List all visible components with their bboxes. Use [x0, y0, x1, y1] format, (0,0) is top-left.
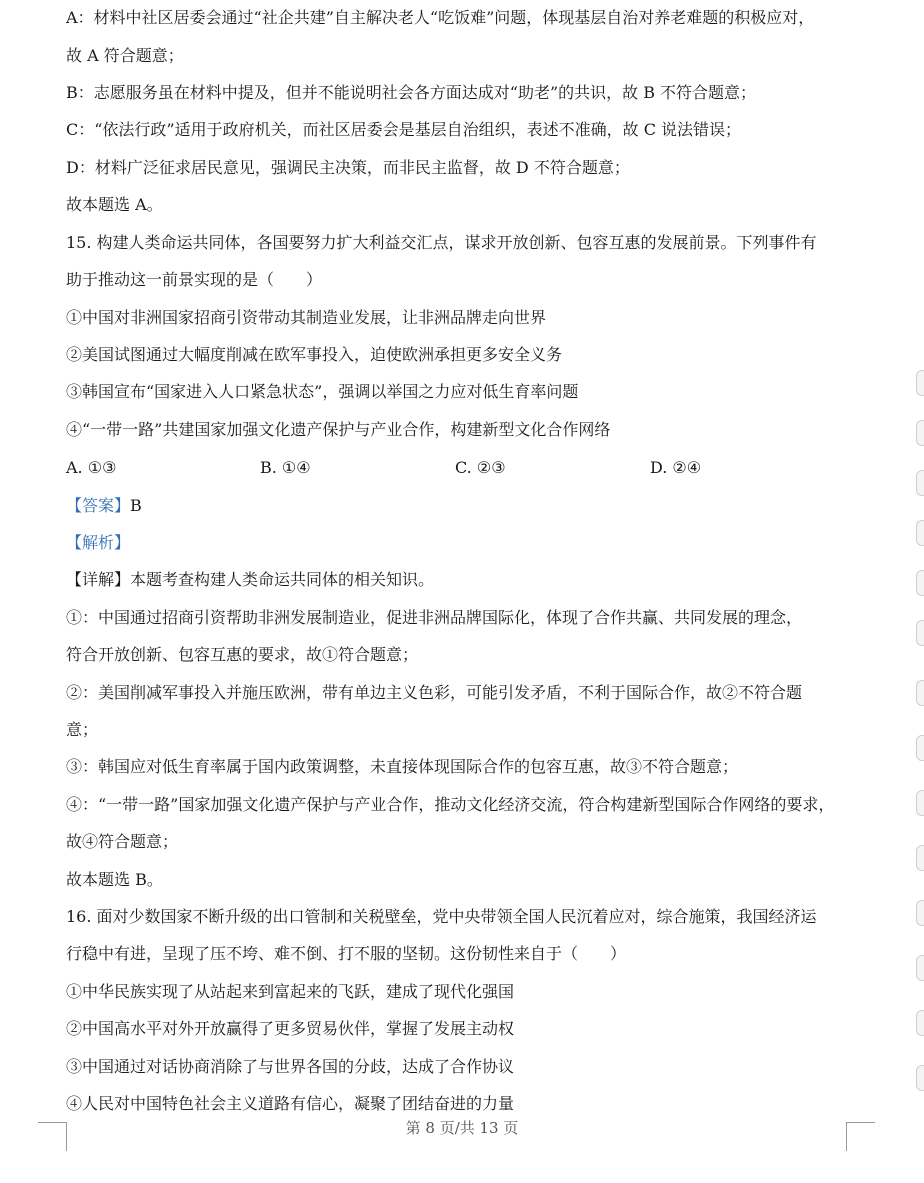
detail-line	[66, 569, 434, 591]
detail-tag: 【详解】	[66, 570, 131, 589]
option-c: C. ②③	[455, 458, 506, 477]
answer-value: B	[130, 496, 142, 515]
text-line: 故④符合题意；	[66, 832, 179, 851]
side-tab[interactable]	[916, 955, 924, 981]
statement-line: ①中国对非洲国家招商引资带动其制造业发展，让非洲品牌走向世界	[66, 308, 547, 327]
text-line: ②：美国削减军事投入并施压欧洲，带有单边主义色彩，可能引发矛盾，不利于国际合作，故②不符合题	[66, 683, 803, 702]
text-line: ①：中国通过招商引资帮助非洲发展制造业，促进非洲品牌国际化，体现了合作共赢、共同发展的理念，	[66, 608, 803, 627]
text-line: 符合开放创新、包容互惠的要求，故①符合题意；	[66, 645, 419, 664]
side-tab[interactable]	[916, 680, 924, 706]
option-b: B. ①④	[260, 458, 311, 477]
analysis-line	[66, 532, 130, 554]
statement-line: ④人民对中国特色社会主义道路有信心，凝聚了团结奋进的力量	[66, 1094, 515, 1113]
answer-line	[66, 495, 142, 517]
side-tab[interactable]	[916, 900, 924, 926]
text-line: 故本题选 A。	[66, 195, 163, 214]
side-tab[interactable]	[916, 1065, 924, 1091]
statement-line: ②美国试图通过大幅度削减在欧军事投入，迫使欧洲承担更多安全义务	[66, 345, 563, 364]
text-line: B：志愿服务虽在材料中提及，但并不能说明社会各方面达成对“助老”的共识，故 B 不符合题意；	[66, 83, 757, 102]
text-line: ④：“一带一路”国家加强文化遗产保护与产业合作，推动文化经济交流，符合构建新型国际合作网络的要求，	[66, 795, 835, 814]
side-tab[interactable]	[916, 735, 924, 761]
statement-line: ①中华民族实现了从站起来到富起来的飞跃，建成了现代化强国	[66, 982, 515, 1001]
question-15-line: 15. 构建人类命运共同体，各国要努力扩大利益交汇点，谋求开放创新、包容互惠的发展前景。下列事件有	[66, 233, 817, 252]
question-16-line: 16. 面对少数国家不断升级的出口管制和关税壁垒，党中央带领全国人民沉着应对，综合施策，我国经济运	[66, 907, 817, 926]
question-15-line: 助于推动这一前景实现的是（ ）	[66, 270, 323, 289]
side-tab[interactable]	[916, 790, 924, 816]
text-line: ③：韩国应对低生育率属于国内政策调整，未直接体现国际合作的包容互惠，故③不符合题意；	[66, 757, 739, 776]
text-line: 意；	[66, 720, 99, 739]
detail-text: 本题考查构建人类命运共同体的相关知识。	[130, 570, 435, 589]
side-tab[interactable]	[916, 570, 924, 596]
statement-line: ④“一带一路”共建国家加强文化遗产保护与产业合作，构建新型文化合作网络	[66, 420, 611, 439]
statement-line: ②中国高水平对外开放赢得了更多贸易伙伴，掌握了发展主动权	[66, 1019, 515, 1038]
page-footer: 第 8 页/共 13 页	[405, 1119, 519, 1137]
side-tab[interactable]	[916, 1010, 924, 1036]
question-16-line: 行稳中有进，呈现了压不垮、难不倒、打不服的坚韧。这份韧性来自于（ ）	[66, 944, 627, 963]
text-line: 故本题选 B。	[66, 870, 163, 889]
side-tab[interactable]	[916, 520, 924, 546]
statement-line: ③中国通过对话协商消除了与世界各国的分歧，达成了合作协议	[66, 1057, 515, 1076]
side-tab[interactable]	[916, 370, 924, 396]
text-line: A：材料中社区居委会通过“社企共建”自主解决老人“吃饭难”问题，体现基层自治对养老难题的积极应对，	[66, 8, 815, 27]
text-line: D：材料广泛征求居民意见，强调民主决策，而非民主监督，故 D 不符合题意；	[66, 158, 630, 177]
side-tab[interactable]	[916, 845, 924, 871]
side-tab-strip	[916, 0, 924, 1183]
side-tab[interactable]	[916, 420, 924, 446]
option-a: A. ①③	[66, 458, 117, 477]
answer-tag: 【答案】	[66, 496, 131, 515]
text-line: 故 A 符合题意；	[66, 46, 184, 65]
analysis-tag: 【解析】	[66, 533, 131, 552]
text-line: C：“依法行政”适用于政府机关，而社区居委会是基层自治组织，表述不准确，故 C 说法错误；	[66, 120, 742, 139]
option-d: D. ②④	[650, 458, 702, 477]
side-tab[interactable]	[916, 470, 924, 496]
statement-line: ③韩国宣布“国家进入人口紧急状态”，强调以举国之力应对低生育率问题	[66, 382, 579, 401]
side-tab[interactable]	[916, 620, 924, 646]
